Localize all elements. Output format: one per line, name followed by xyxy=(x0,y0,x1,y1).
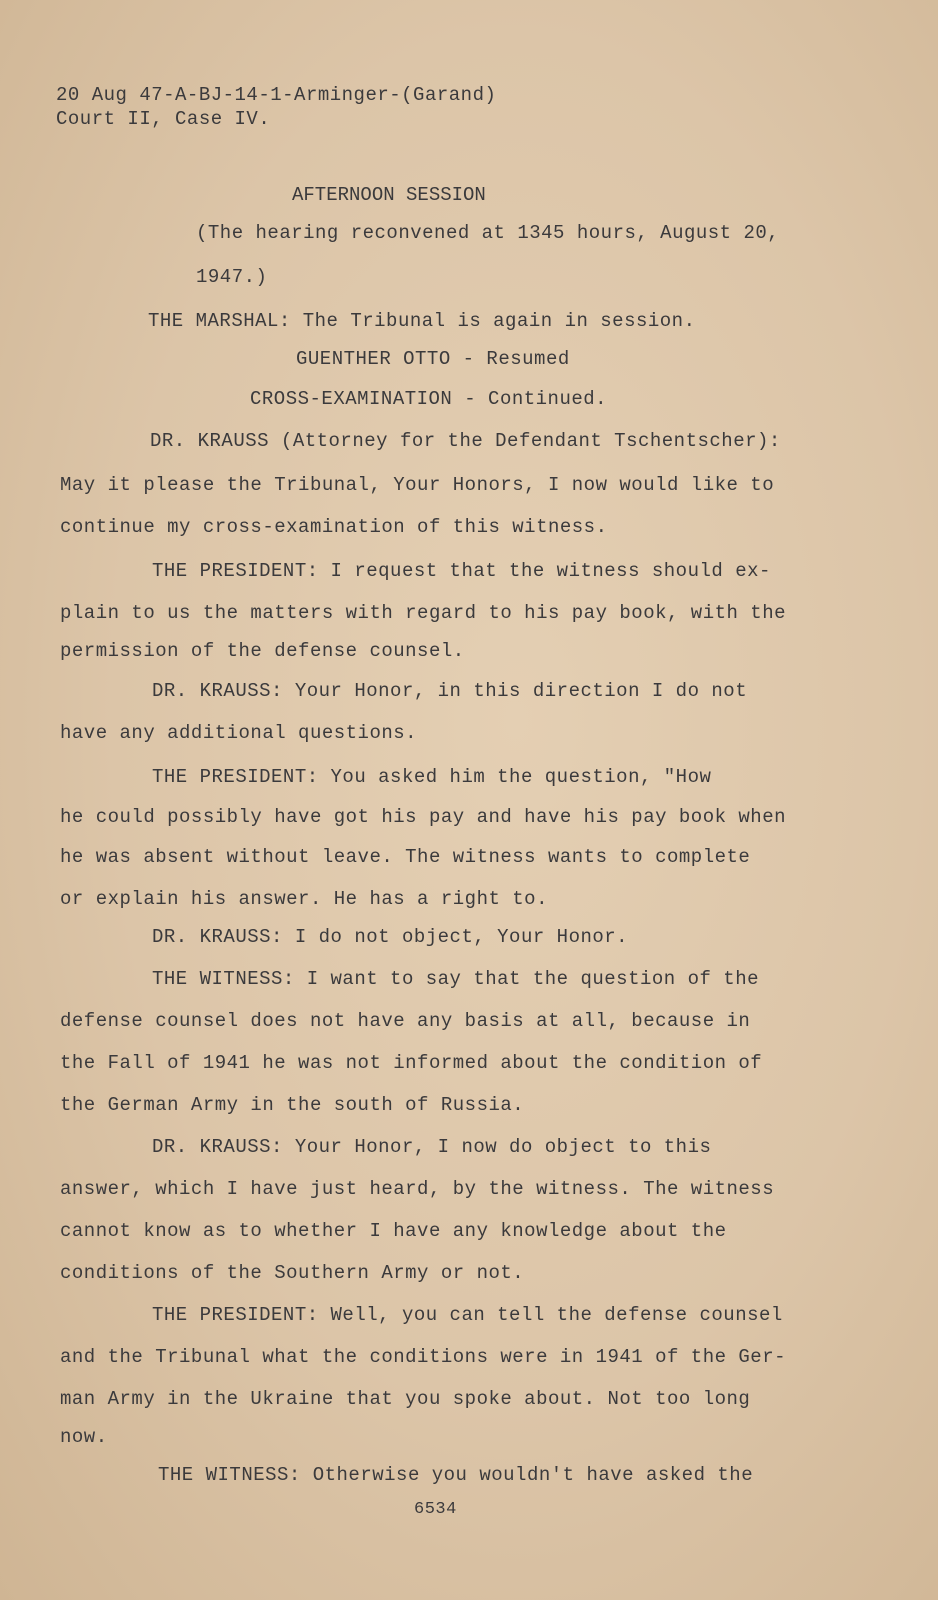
body-line: THE WITNESS: I want to say that the question of the xyxy=(152,968,759,990)
header-line-1: 20 Aug 47-A-BJ-14-1-Arminger-(Garand) xyxy=(56,84,497,106)
body-line: THE MARSHAL: The Tribunal is again in session. xyxy=(148,310,696,332)
body-line: man Army in the Ukraine that you spoke about. Not too long xyxy=(60,1388,751,1410)
body-line: THE PRESIDENT: I request that the witness should ex- xyxy=(152,560,771,582)
body-line: DR. KRAUSS: Your Honor, I now do object to this xyxy=(152,1136,712,1158)
body-line: have any additional questions. xyxy=(60,722,418,744)
body-line: permission of the defense counsel. xyxy=(60,640,465,662)
body-line: he could possibly have got his pay and have his pay book when xyxy=(60,806,787,828)
header-line-2: Court II, Case IV. xyxy=(56,108,271,130)
body-line: GUENTHER OTTO - Resumed xyxy=(296,348,570,370)
body-line: defense counsel does not have any basis at all, because in xyxy=(60,1010,751,1032)
body-line: answer, which I have just heard, by the witness. The witness xyxy=(60,1178,775,1200)
body-line: May it please the Tribunal, Your Honors, I now would like to xyxy=(60,474,775,496)
body-line: THE PRESIDENT: Well, you can tell the defense counsel xyxy=(152,1304,783,1326)
body-line: conditions of the Southern Army or not. xyxy=(60,1262,525,1284)
body-line: DR. KRAUSS (Attorney for the Defendant Tschentscher): xyxy=(150,430,781,452)
body-line: THE WITNESS: Otherwise you wouldn't have asked the xyxy=(158,1464,754,1486)
body-line: the Fall of 1941 he was not informed about the condition of xyxy=(60,1052,763,1074)
body-line: CROSS-EXAMINATION - Continued. xyxy=(250,388,608,410)
body-line: DR. KRAUSS: Your Honor, in this direction I do not xyxy=(152,680,748,702)
session-title: AFTERNOON SESSION xyxy=(292,184,486,206)
body-line: DR. KRAUSS: I do not object, Your Honor. xyxy=(152,926,629,948)
body-line: plain to us the matters with regard to his pay book, with the xyxy=(60,602,787,624)
page-number: 6534 xyxy=(414,1500,457,1519)
body-line: now. xyxy=(60,1426,108,1448)
body-line: cannot know as to whether I have any knowledge about the xyxy=(60,1220,727,1242)
body-line: 1947.) xyxy=(196,266,268,288)
body-line: or explain his answer. He has a right to. xyxy=(60,888,548,910)
body-line: (The hearing reconvened at 1345 hours, August 20, xyxy=(196,222,780,244)
body-line: continue my cross-examination of this witness. xyxy=(60,516,608,538)
body-line: THE PRESIDENT: You asked him the question, "How xyxy=(152,766,712,788)
body-line: he was absent without leave. The witness wants to complete xyxy=(60,846,751,868)
body-line: the German Army in the south of Russia. xyxy=(60,1094,525,1116)
body-line: and the Tribunal what the conditions were in 1941 of the Ger- xyxy=(60,1346,787,1368)
